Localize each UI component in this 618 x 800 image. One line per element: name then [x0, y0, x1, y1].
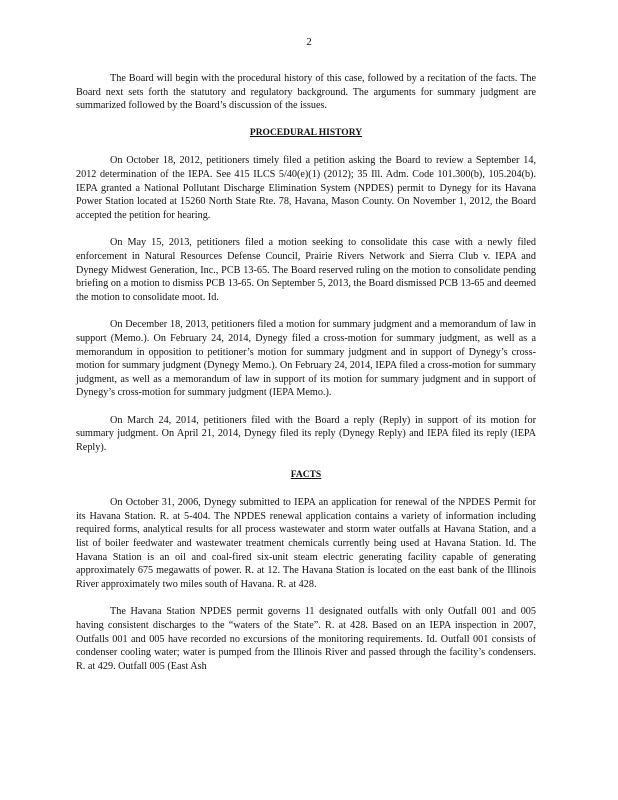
- procedural-paragraph-2: On May 15, 2013, petitioners filed a motion seeking to consolidate this case with a newly filed enforcement in Natural Resources Defense Council, Prairie Rivers Network and Sierra Club v. IEPA and Dynegy Midwest Generation, Inc., PCB 13-65. The Board reserved ruling on the motion to consolidate pending briefing on a motion to dismiss PCB 13-65. On September 5, 2013, the Board dismissed PCB 13-65 and deemed the motion to consolidate moot. Id.: [76, 237, 536, 303]
- document-body: [76, 72, 536, 687]
- procedural-history-heading: PROCEDURAL HISTORY: [249, 127, 363, 138]
- page-number: 2: [306, 36, 312, 48]
- procedural-paragraph-4: On March 24, 2014, petitioners filed with the Board a reply (Reply) in support of its motion for summary judgment. On April 21, 2014, Dynegy filed its reply (Dynegy Reply) and IEPA filed its reply (IEPA Reply).: [76, 414, 536, 454]
- facts-heading: FACTS: [290, 469, 322, 480]
- procedural-paragraph-1: On October 18, 2012, petitioners timely filed a petition asking the Board to review a September 14, 2012 determination of the IEPA. See 415 ILCS 5/40(e)(1) (2012); 35 Ill. Adm. Code 101.300(b), 105.204(b). IEPA granted a National Pollutant Discharge Elimination System (NPDES) permit to Dynegy for its Havana Power Station located at 15260 North State Rte. 78, Havana, Mason County. On November 1, 2012, the Board accepted the petition for hearing.: [76, 155, 536, 221]
- facts-paragraph-1: On October 31, 2006, Dynegy submitted to IEPA an application for renewal of the NPDES Permit for its Havana Station. R. at 5-404. The NPDES renewal application contains a variety of information including required forms, analytical results for all process wastewater and storm water outfalls at Havana Station, and a list of boiler feedwater and wastewater treatment chemicals currently being used at Havana Station. Id. The Havana Station is an oil and coal-fired six-unit steam electric generating facility capable of generating approximately 675 megawatts of power. R. at 12. The Havana Station is located on the east bank of the Illinois River approximately two miles south of Havana. R. at 428.: [76, 497, 536, 590]
- facts-paragraph-2: The Havana Station NPDES permit governs 11 designated outfalls with only Outfall 001 and 005 having consistent discharges to the “waters of the State”. R. at 428. Based on an IEPA inspection in 2007, Outfalls 001 and 005 have recorded no excursions of the monitoring requirements. Id. Outfall 001 consists of condenser cooling water; water is pumped from the Illinois River and passed through the facility’s condensers. R. at 429. Outfall 005 (East Ash: [76, 606, 536, 672]
- procedural-paragraph-3: On December 18, 2013, petitioners filed a motion for summary judgment and a memorandum of law in support (Memo.). On February 24, 2014, Dynegy filed a cross-motion for summary judgment, as well as a memorandum in opposition to petitioner’s motion for summary judgment and in support of Dynegy’s cross-motion for summary judgment (Dynegy Memo.). On February 24, 2014, IEPA filed a cross-motion for summary judgment, as well as a memorandum of law in support of its motion for summary judgment and in support of Dynegy’s cross-motion for summary judgment (IEPA Memo.).: [76, 319, 536, 399]
- intro-paragraph: The Board will begin with the procedural history of this case, followed by a recitation of the facts. The Board next sets forth the statutory and regulatory background. The arguments for summary judgment are summarized followed by the Board’s discussion of the issues.: [76, 73, 536, 112]
